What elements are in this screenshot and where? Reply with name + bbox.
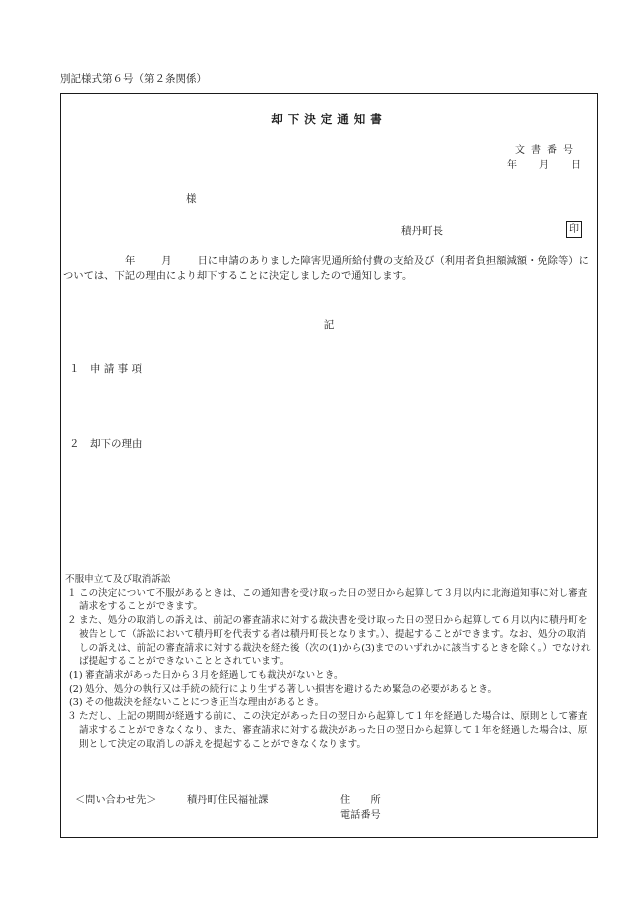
subitem-text: その他裁決を経ないことにつき正当な理由があるとき。 [85, 697, 325, 709]
date-year-label: 年 [507, 160, 517, 171]
note-text: この決定について不服があるときは、この通知書を受け取った日の翌日から起算して３月以内に北海道知事に対し審査請求をすることができます。 [79, 587, 588, 613]
note-subitem [65, 669, 595, 683]
issuer-name: 積丹町長 [401, 225, 443, 237]
appeal-notes [65, 573, 595, 751]
date-day-label: 日 [571, 160, 581, 171]
intro-month: 月 [161, 255, 172, 267]
intro-paragraph [61, 254, 593, 285]
subitem-text: 処分、処分の執行又は手続の続行により生ずる著しい損害を避けるため緊急の必要があるとき。 [85, 683, 498, 695]
note-number: ３ [67, 711, 77, 723]
note-text: ただし、上記の期間が経過する前に、この決定があった日の翌日から起算して１年を経過した場合は、原則として審査請求することができなくなり、また、審査請求に対する裁決があった日の翌日から起算して１年を経過した場合は、原則として決定の取消しの訴えを提起することができなくなります。 [79, 711, 588, 750]
form-number-label: 別記様式第６号（第２条関係） [60, 73, 207, 85]
section-application-items: １ 申 請 事 項 [69, 363, 143, 375]
note-number: ２ [67, 615, 77, 627]
date-month-label: 月 [539, 160, 549, 171]
note-subitem [65, 696, 595, 710]
subitem-number: (2) [69, 683, 83, 695]
document-number-label: 文書番号 [515, 145, 579, 156]
contact-address-label: 住 所 [340, 795, 381, 806]
intro-year: 年 [125, 255, 136, 267]
ki-heading: 記 [323, 319, 335, 331]
subitem-number: (3) [69, 697, 83, 709]
note-item [65, 710, 595, 751]
note-item [65, 587, 595, 614]
section-rejection-reason: ２ 却下の理由 [69, 438, 143, 450]
notice-document-frame [60, 93, 598, 838]
contact-department: 積丹町住民福祉課 [187, 795, 269, 806]
issue-date [507, 159, 581, 173]
document-title: 却下決定通知書 [271, 112, 387, 126]
note-text: また、処分の取消しの訴えは、前記の審査請求に対する裁決書を受け取った日の翌日から起算して６月以内に積丹町を被告として（訴訟において積丹町を代表する者は積丹町長となります。）、提起することができます。なお、処分の取消しの訴えは、前記の審査請求に対する裁決を経た後（次の(1)から(3)までのいずれかに該当するときを除く。）でなければ提起することができないこととされています。 [79, 615, 591, 668]
contact-phone-label: 電話番号 [340, 810, 381, 821]
note-subitem [65, 683, 595, 697]
subitem-text: 審査請求があった日から３月を経過しても裁決がないとき。 [85, 670, 344, 682]
note-item [65, 614, 595, 669]
subitem-number: (1) [69, 670, 83, 682]
notes-heading: 不服申立て及び取消訴訟 [65, 574, 171, 585]
intro-text: 日に申請のありました障害児通所給付費の支給及び（利用者負担額減額・免除等）については、下記の理由により却下することに決定しましたので通知します。 [63, 255, 589, 283]
note-number: １ [67, 587, 77, 599]
addressee-honorific: 様 [186, 193, 197, 205]
seal-mark: 印 [566, 221, 582, 238]
contact-label: ＜問い合わせ先＞ [75, 795, 157, 806]
